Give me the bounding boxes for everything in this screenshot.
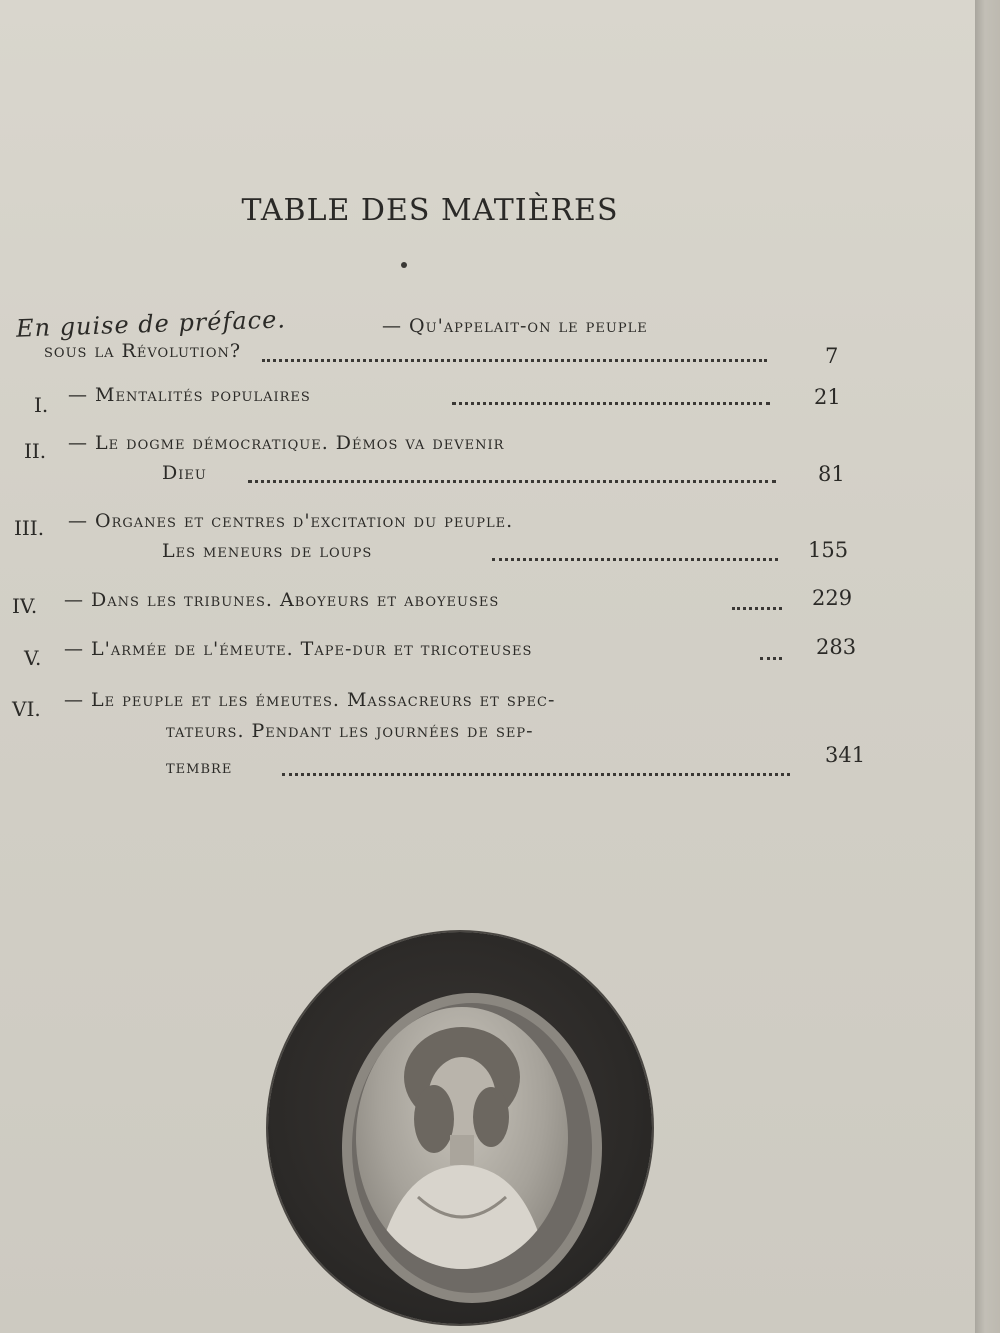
chapter-6-title-line3: tembre bbox=[166, 756, 233, 778]
chapter-4-page: 229 bbox=[812, 586, 853, 610]
chapter-5-page: 283 bbox=[816, 635, 857, 659]
chapter-4-leader-dots bbox=[732, 605, 782, 610]
ornament-dot bbox=[401, 262, 407, 268]
page-title: TABLE DES MATIÈRES bbox=[241, 193, 619, 228]
chapter-3-page: 155 bbox=[808, 538, 849, 562]
chapter-6-number: VI. bbox=[12, 697, 41, 721]
preface-leader-dots bbox=[262, 357, 767, 362]
chapter-4-number: IV. bbox=[12, 594, 38, 618]
chapter-2-page: 81 bbox=[818, 462, 845, 486]
page-edge bbox=[975, 0, 1000, 1333]
chapter-1-leader-dots bbox=[452, 400, 770, 405]
chapter-2-leader-dots bbox=[248, 478, 776, 483]
preface-label: En guise de préface. bbox=[15, 305, 287, 343]
chapter-3-title-line2: Les meneurs de loups bbox=[162, 540, 373, 562]
preface-page: 7 bbox=[825, 344, 839, 368]
chapter-1-title: — Mentalités populaires bbox=[68, 384, 311, 406]
chapter-1-number: I. bbox=[34, 393, 49, 417]
chapter-6-title-line2: tateurs. Pendant les journées de sep- bbox=[166, 720, 534, 742]
portrait-image bbox=[356, 1007, 568, 1269]
chapter-2-number: II. bbox=[24, 439, 47, 463]
preface-title-line1: — Qu'appelait-on le peuple bbox=[382, 315, 648, 337]
chapter-3-number: III. bbox=[14, 516, 45, 540]
chapter-1-page: 21 bbox=[814, 385, 841, 409]
preface-title-line2: sous la Révolution? bbox=[44, 340, 242, 362]
chapter-4-title: — Dans les tribunes. Aboyeurs et aboyeuses bbox=[64, 589, 500, 611]
chapter-2-title-line1: — Le dogme démocratique. Démos va devenir bbox=[68, 432, 505, 454]
chapter-5-number: V. bbox=[24, 646, 42, 670]
chapter-5-leader-dots bbox=[760, 655, 782, 660]
chapter-6-leader-dots bbox=[282, 771, 790, 776]
chapter-6-page: 341 bbox=[825, 743, 866, 767]
chapter-3-title-line1: — Organes et centres d'excitation du peuple. bbox=[68, 510, 514, 532]
chapter-6-title-line1: — Le peuple et les émeutes. Massacreurs et spec- bbox=[64, 689, 556, 711]
chapter-5-title: — L'armée de l'émeute. Tape-dur et tricoteuses bbox=[64, 638, 533, 660]
chapter-3-leader-dots bbox=[492, 556, 778, 561]
chapter-2-title-line2: Dieu bbox=[162, 462, 207, 484]
portrait-figure bbox=[356, 1007, 568, 1269]
